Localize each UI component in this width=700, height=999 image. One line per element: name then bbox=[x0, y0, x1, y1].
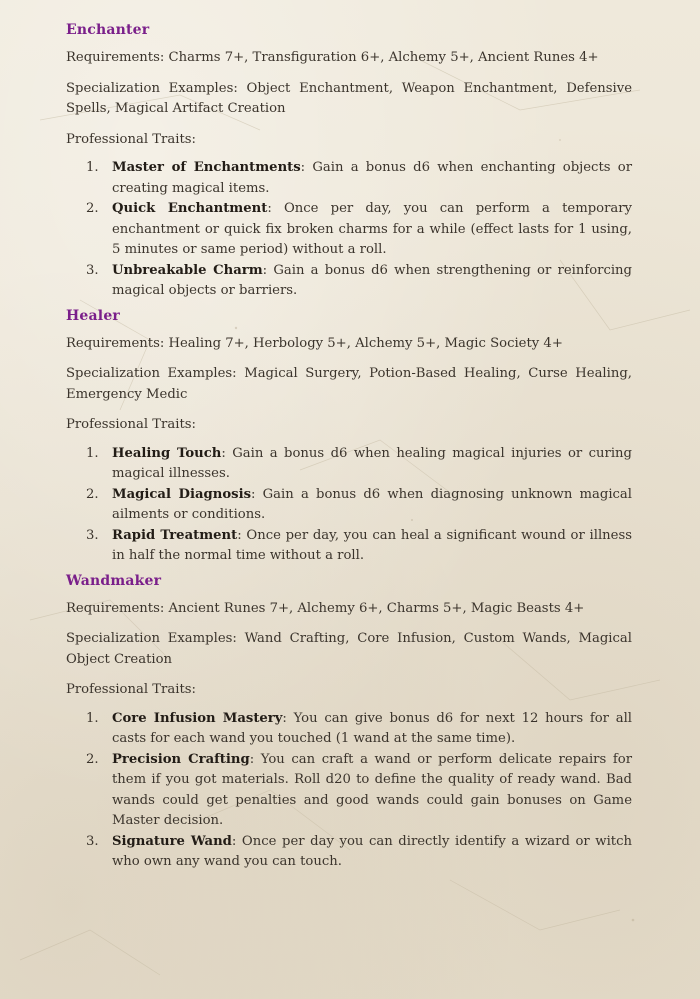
trait-description: : Gain a bonus d6 when strengthening or reinforcing magical objects or barriers. bbox=[112, 262, 632, 298]
section-title: Wandmaker bbox=[66, 572, 162, 589]
trait-description: : Once per day, you can heal a significant wound or illness in half the normal time without a roll. bbox=[112, 527, 632, 563]
trait-description: : You can craft a wand or perform delicate repairs for them if you got materials. Roll d20 to define the quality of ready wand. Bad wands could get penalties and good wands could gain bonuses on Game Master decision. bbox=[112, 751, 632, 828]
traits-list bbox=[66, 444, 632, 567]
trait-number: 3. bbox=[86, 262, 99, 278]
trait-name: Quick Enchantment bbox=[112, 201, 268, 216]
trait-number: 2. bbox=[86, 486, 99, 502]
section-healer bbox=[66, 308, 632, 567]
trait-item bbox=[66, 199, 632, 261]
trait-description: : You can give bonus d6 for next 12 hours for all casts for each wand you touched (1 wand at the same time). bbox=[112, 710, 633, 746]
trait-name: Magical Diagnosis bbox=[112, 486, 252, 502]
trait-name: Healing Touch bbox=[112, 445, 222, 461]
traits-label: Professional Traits: bbox=[66, 682, 196, 697]
trait-name: Rapid Treatment bbox=[112, 527, 238, 543]
requirements-text: Requirements: Charms 7+, Transfiguration 6+, Alchemy 5+, Ancient Runes 4+ bbox=[66, 50, 599, 65]
trait-number: 2. bbox=[86, 751, 99, 767]
traits-list bbox=[66, 709, 632, 873]
trait-description: : Gain a bonus d6 when diagnosing unknown magical ailments or conditions. bbox=[112, 486, 632, 522]
trait-item bbox=[66, 158, 632, 199]
trait-number: 1. bbox=[86, 710, 99, 726]
section-title: Healer bbox=[66, 307, 121, 324]
trait-name: Unbreakable Charm bbox=[112, 262, 263, 278]
trait-item bbox=[66, 709, 632, 750]
requirements-text: Requirements: Healing 7+, Herbology 5+, Alchemy 5+, Magic Society 4+ bbox=[66, 335, 563, 351]
trait-name: Precision Crafting bbox=[112, 751, 250, 767]
trait-number: 3. bbox=[86, 527, 99, 543]
traits-label: Professional Traits: bbox=[66, 131, 196, 147]
trait-name: Master of Enchantments bbox=[112, 160, 301, 175]
specialization-text: Specialization Examples: Wand Crafting, Core Infusion, Custom Wands, Magical Object Creation bbox=[66, 631, 632, 667]
trait-number: 3. bbox=[86, 833, 99, 849]
trait-number: 1. bbox=[86, 160, 99, 175]
trait-item bbox=[66, 750, 632, 832]
trait-description: : Gain a bonus d6 when healing magical injuries or curing magical illnesses. bbox=[112, 445, 632, 481]
specialization-text: Specialization Examples: Magical Surgery, Potion-Based Healing, Curse Healing, Emergency Medic bbox=[66, 366, 632, 402]
traits-label: Professional Traits: bbox=[66, 417, 196, 432]
document-body bbox=[66, 22, 632, 879]
specialization-text: Specialization Examples: Object Enchantment, Weapon Enchantment, Defensive Spells, Magical Artifact Creation bbox=[66, 80, 632, 116]
trait-description: : Gain a bonus d6 when enchanting objects or creating magical items. bbox=[112, 160, 632, 196]
trait-description: : Once per day you can directly identify a wizard or witch who own any wand you can touch. bbox=[112, 833, 632, 869]
trait-description: : Once per day, you can perform a temporary enchantment or quick fix broken charms for a while (effect lasts for 1 using, 5 minutes or same period) without a roll. bbox=[112, 201, 632, 257]
trait-item bbox=[66, 261, 632, 302]
section-title: Enchanter bbox=[66, 22, 150, 38]
section-wandmaker bbox=[66, 573, 632, 873]
requirements-text: Requirements: Ancient Runes 7+, Alchemy 6+, Charms 5+, Magic Beasts 4+ bbox=[66, 600, 585, 616]
trait-item bbox=[66, 832, 632, 873]
trait-item bbox=[66, 485, 632, 526]
section-enchanter bbox=[66, 22, 632, 302]
trait-number: 1. bbox=[86, 445, 99, 461]
trait-number: 2. bbox=[86, 201, 99, 216]
traits-list bbox=[66, 158, 632, 302]
trait-name: Signature Wand bbox=[112, 833, 232, 849]
trait-item bbox=[66, 444, 632, 485]
trait-item bbox=[66, 526, 632, 567]
trait-name: Core Infusion Mastery bbox=[112, 710, 283, 726]
